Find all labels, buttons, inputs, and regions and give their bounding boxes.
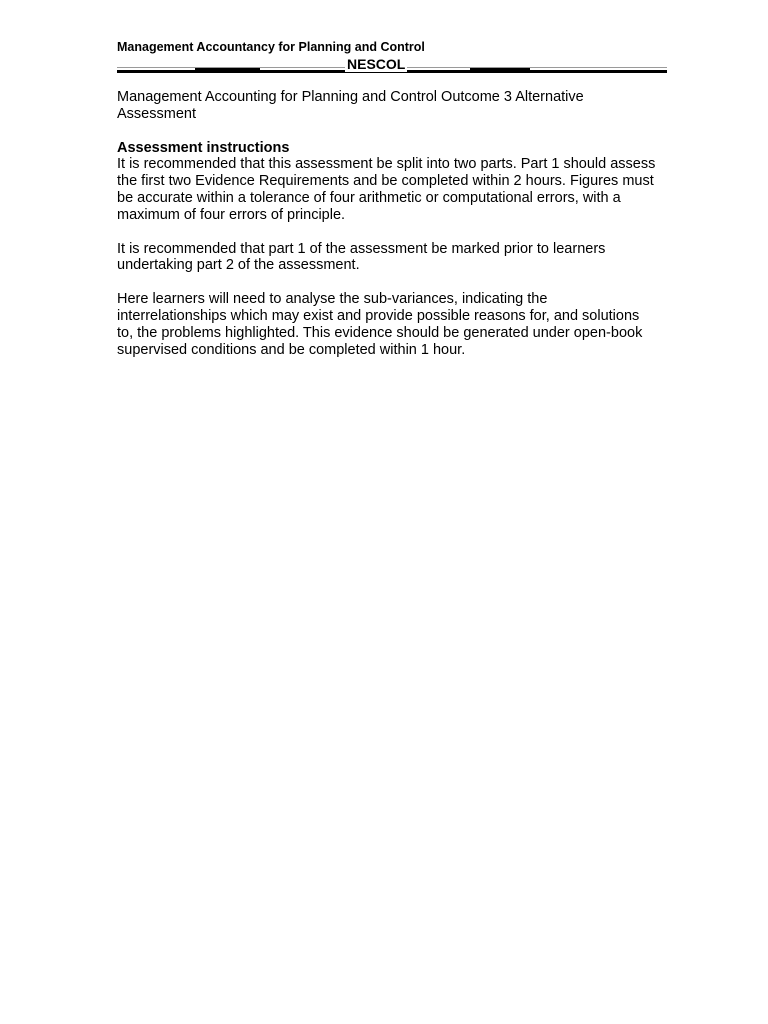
paragraph-2: It is recommended that part 1 of the assessment be marked prior to learners undertaking part 2 of the assessment.: [117, 240, 606, 274]
paragraph-1: It is recommended that this assessment be split into two parts. Part 1 should assess the first two Evidence Requirements and be completed within 2 hours. Figures must be accurate within a tolerance of four arithmetic or computational errors, with a maximum of four errors of principle.: [117, 156, 656, 223]
paragraph-3: Here learners will need to analyse the sub-variances, indicating the interrelationships which may exist and provide possible reasons for, and solutions to, the problems highlighted. This evidence should be generated under open-book supervised conditions and be completed within 1 hour.: [117, 291, 643, 358]
header-title: Management Accountancy for Planning and Control: [117, 40, 425, 54]
document-title: Management Accounting for Planning and Control Outcome 3 Alternative Assessment: [117, 89, 584, 122]
section-heading: Assessment instructions: [117, 139, 290, 156]
header-rule-accent-left: [195, 68, 260, 70]
header-rule-accent-right: [470, 68, 530, 70]
document-body: [117, 89, 657, 375]
header-organization: NESCOL: [347, 56, 406, 72]
